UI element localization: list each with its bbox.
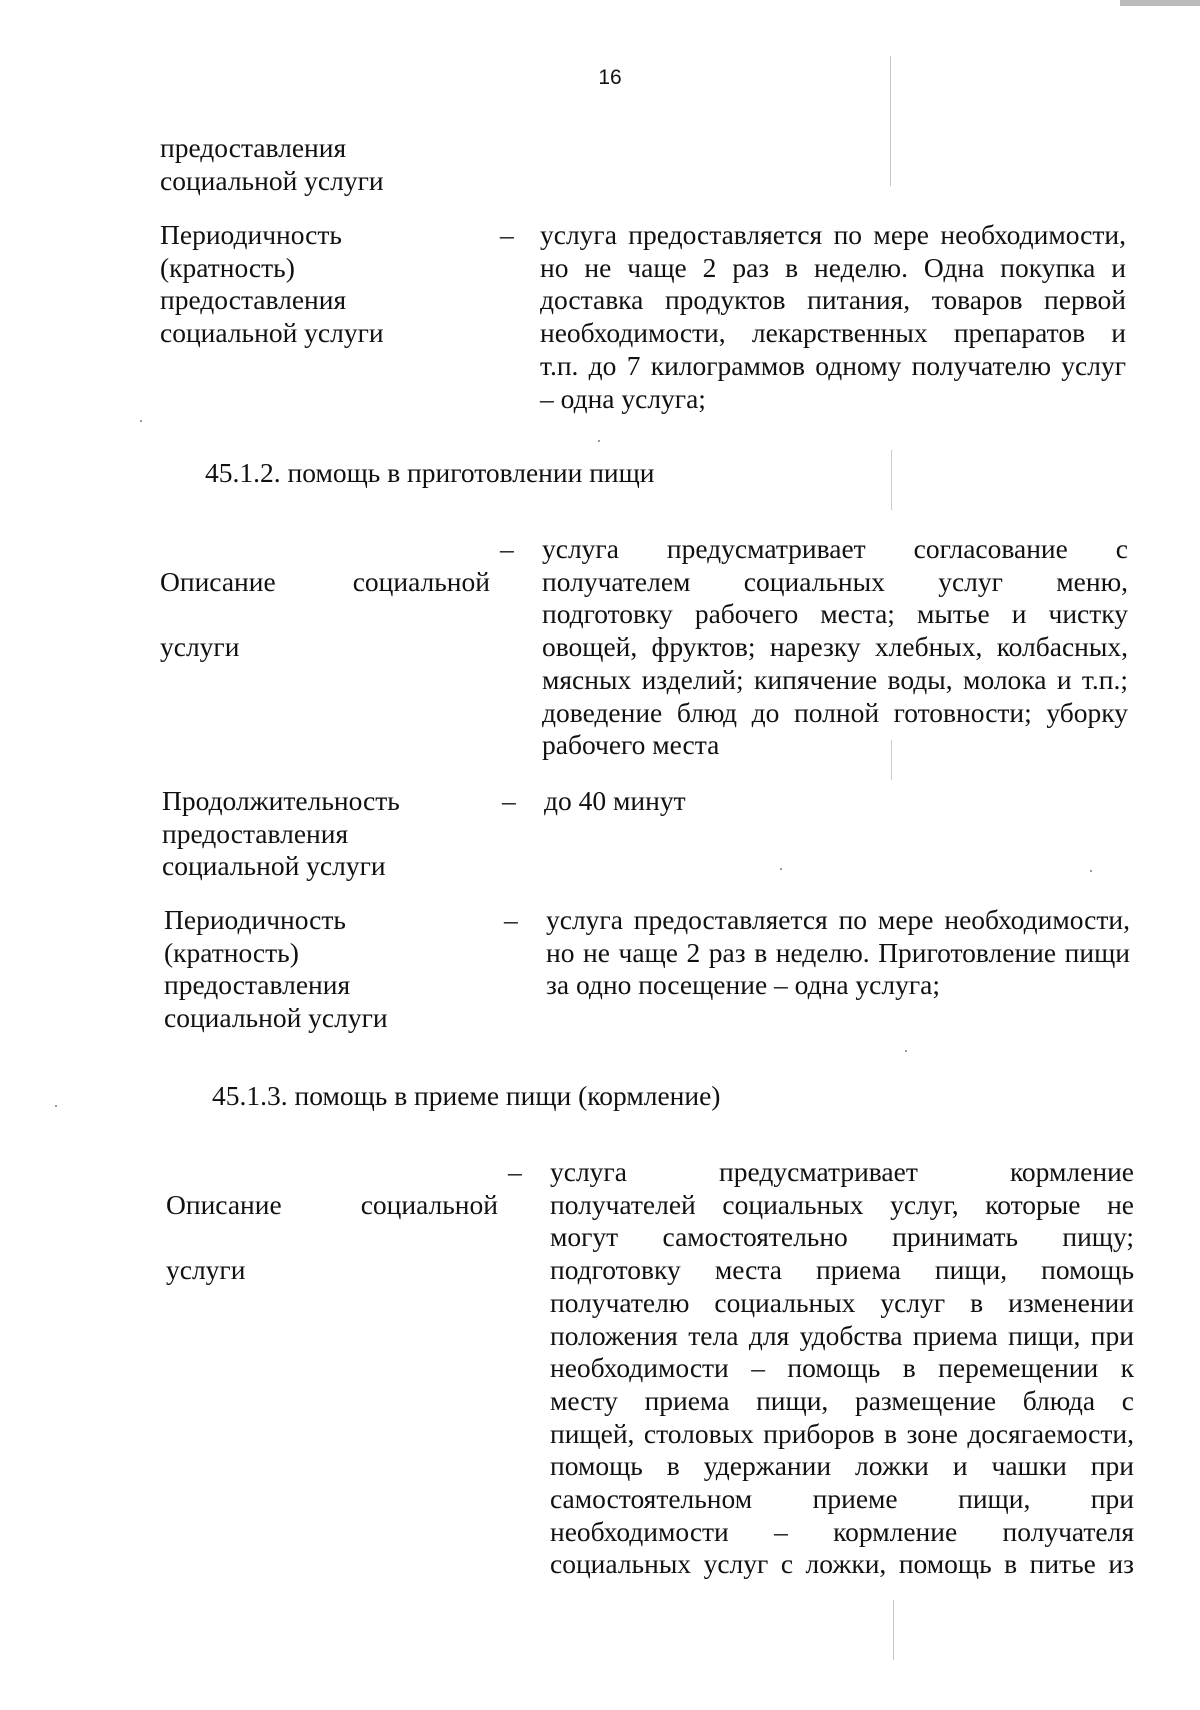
value-line: получателей социальных услуг, которые не: [550, 1188, 1134, 1220]
row-dash: –: [500, 219, 514, 250]
row-dash: –: [504, 904, 518, 935]
value-line: мясных изделий; кипячение воды, молока и т.п.;: [542, 663, 1128, 695]
value-line: доставка продуктов питания, товаров первой: [540, 284, 1126, 316]
value-line: услуга предоставляется по мере необходимости,: [546, 904, 1130, 935]
scan-speck: [55, 1105, 57, 1107]
scan-speck: [1090, 870, 1092, 872]
label-word: Описание: [166, 1188, 282, 1220]
section-heading: 45.1.2. помощь в приготовлении пищи: [205, 457, 655, 488]
value-line: необходимости – кормление получателя: [550, 1515, 1134, 1547]
value-line: но не чаще 2 раз в неделю. Одна покупка и: [540, 251, 1126, 283]
value-line: подготовку места приема пищи, помощь: [550, 1254, 1134, 1286]
value-line: подготовку рабочего места; мытье и чистку: [542, 598, 1128, 630]
value-line: получателю социальных услуг в изменении: [550, 1286, 1134, 1318]
value-line: необходимости, лекарственных препаратов и: [540, 317, 1126, 349]
value-line: положения тела для удобства приема пищи, при: [550, 1319, 1134, 1351]
page-number: 16: [598, 66, 622, 89]
row-value-periodicity: [540, 219, 1126, 415]
value-line: до 40 минут: [544, 785, 686, 816]
value-line: самостоятельном приеме пищи, при: [550, 1483, 1134, 1515]
value-line: за одно посещение – одна услуга;: [546, 969, 940, 1001]
row-value-description: [550, 1156, 1134, 1581]
value-line: пищей, столовых приборов в зоне досягаемости,: [550, 1417, 1134, 1449]
scan-fold-line: [890, 56, 891, 186]
row-label-periodicity: Периодичность (кратность) предоставления социальной услуги: [160, 219, 384, 349]
row-dash: –: [500, 533, 514, 564]
label-word: услуги: [160, 631, 240, 663]
scan-fold-line: [891, 450, 892, 510]
label-word: Описание: [160, 565, 276, 597]
scan-speck: [140, 420, 142, 422]
row-dash: –: [508, 1156, 522, 1187]
row-dash: –: [502, 785, 516, 816]
value-line: необходимости – помощь в перемещении к: [550, 1352, 1134, 1384]
row-label-duration: Продолжительность предоставления социальной услуги: [162, 785, 400, 882]
label-word: социальной: [352, 565, 490, 597]
value-line: рабочего места: [542, 729, 720, 761]
value-line: овощей, фруктов; нарезку хлебных, колбасных,: [542, 631, 1128, 663]
value-line: могут самостоятельно принимать пищу;: [550, 1221, 1134, 1253]
value-line: месту приема пищи, размещение блюда с: [550, 1384, 1134, 1416]
value-line: социальных услуг с ложки, помощь в питье из: [550, 1548, 1134, 1580]
value-line: получателем социальных услуг меню,: [542, 565, 1128, 597]
value-line: т.п. до 7 килограммов одному получателю услуг: [540, 349, 1126, 381]
section-heading: 45.1.3. помощь в приеме пищи (кормление): [212, 1080, 721, 1111]
value-line: услуга предусматривает кормление: [550, 1156, 1134, 1187]
row-value-description: [542, 533, 1128, 762]
continuation-label: предоставления социальной услуги: [160, 132, 384, 196]
scan-speck: [598, 440, 600, 442]
value-line: услуга предусматривает согласование с: [542, 533, 1128, 564]
scan-edge-mark: [1120, 0, 1200, 6]
scan-speck: [905, 1050, 907, 1052]
row-value-periodicity: [546, 904, 1130, 1002]
value-line: – одна услуга;: [540, 382, 706, 414]
label-word: услуги: [166, 1254, 246, 1286]
scan-fold-line: [893, 1600, 894, 1660]
scan-fold-line: [891, 740, 892, 780]
label-word: социальной: [360, 1188, 498, 1220]
row-label-description: [166, 1156, 498, 1320]
value-line: но не чаще 2 раз в неделю. Приготовление пищи: [546, 936, 1130, 968]
value-line: услуга предоставляется по мере необходимости,: [540, 219, 1126, 250]
scan-speck: [780, 868, 782, 870]
value-line: помощь в удержании ложки и чашки при: [550, 1450, 1134, 1482]
row-label-periodicity: Периодичность (кратность) предоставления социальной услуги: [164, 904, 388, 1034]
value-line: доведение блюд до полной готовности; уборку: [542, 696, 1128, 728]
row-label-description: [160, 533, 490, 697]
row-value-duration: [544, 785, 1130, 818]
